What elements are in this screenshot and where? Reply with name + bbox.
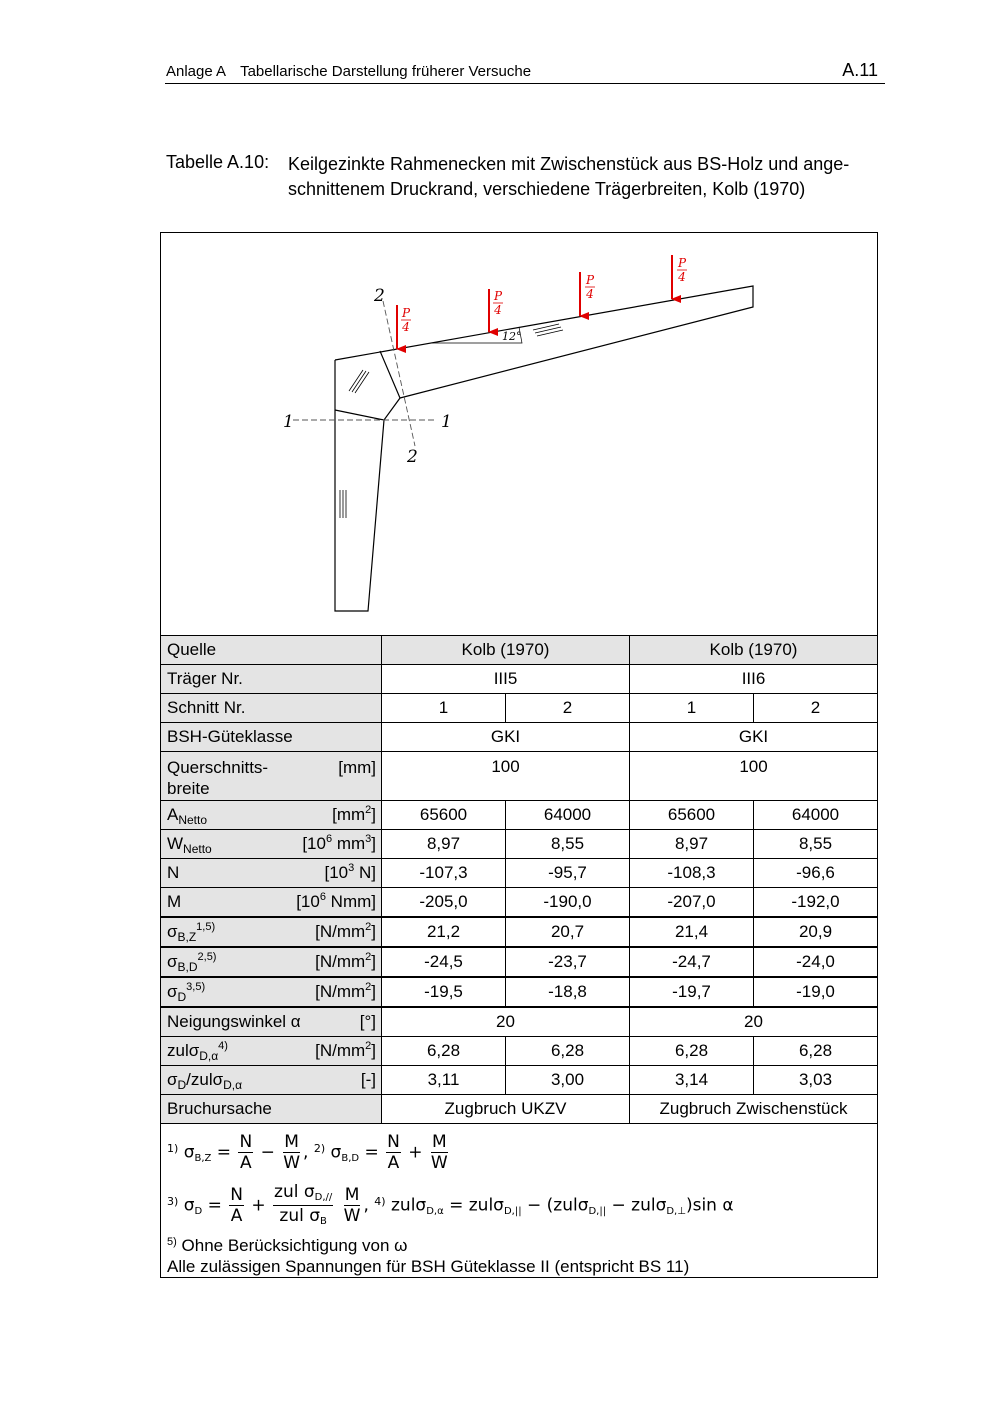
- footnote-number: 5): [167, 1236, 177, 1248]
- cell-ratio: 3,14: [630, 1066, 754, 1095]
- op: +: [251, 1195, 266, 1216]
- cell-schnitt: 2: [754, 694, 878, 723]
- row-m: [161, 888, 878, 918]
- footnote-number: 1): [167, 1141, 179, 1155]
- cell-sigma-d: -18,8: [506, 977, 630, 1007]
- op: =: [449, 1195, 464, 1216]
- footnote-last-line: Alle zulässigen Spannungen für BSH Güteklasse II (entspricht BS 11): [167, 1257, 690, 1276]
- fraction: [282, 1132, 301, 1173]
- row-ratio: [161, 1066, 878, 1095]
- sym: σ: [330, 1142, 342, 1163]
- label-m: [161, 888, 382, 918]
- sym-sub: B: [320, 1216, 327, 1227]
- qb-unit: [mm]: [338, 757, 376, 777]
- op: −: [526, 1195, 542, 1216]
- cell-quelle-2: Kolb (1970): [630, 636, 878, 665]
- den: W: [283, 1153, 301, 1173]
- cell-schnitt: 1: [630, 694, 754, 723]
- den: A: [230, 1206, 243, 1226]
- label-zul: [161, 1037, 382, 1066]
- row-quelle: [161, 636, 878, 665]
- cell-zul: 6,28: [382, 1037, 506, 1066]
- label-schnitt: Schnitt Nr.: [161, 694, 382, 723]
- num: M: [284, 1132, 299, 1152]
- unit: ]: [371, 952, 376, 971]
- den: A: [239, 1153, 252, 1173]
- cell-bruch-2: Zugbruch Zwischenstück: [630, 1095, 878, 1124]
- section-label-1-left: 1: [283, 412, 294, 432]
- cell-schnitt: 1: [382, 694, 506, 723]
- cell-guete-2: GKI: [630, 723, 878, 752]
- load-label-1-num: P: [401, 306, 411, 320]
- sym: σ: [167, 922, 178, 941]
- footnotes: [161, 1127, 877, 1277]
- cell-sigma-bd: -23,7: [506, 947, 630, 977]
- sym-sub: D,α: [199, 1049, 219, 1063]
- unit-sup: 2: [365, 1040, 372, 1052]
- cell-sigma-d: -19,5: [382, 977, 506, 1007]
- header-section: Anlage A: [166, 63, 227, 80]
- sym: zulσ: [391, 1195, 427, 1216]
- sym: σ: [309, 1206, 321, 1226]
- load-label-4-num: P: [677, 256, 687, 270]
- unit: N]: [354, 863, 376, 882]
- sym: A: [167, 805, 179, 824]
- table-caption-label: Tabelle A.10:: [166, 152, 270, 172]
- cell-guete-1: GKI: [382, 723, 630, 752]
- op: −: [260, 1142, 275, 1163]
- cell-anetto: 64000: [754, 801, 878, 830]
- cell-sigma-bd: -24,0: [754, 947, 878, 977]
- sym-sub: D,⊥: [666, 1205, 686, 1217]
- num: M: [431, 1132, 447, 1152]
- cell-n: -96,6: [754, 859, 878, 888]
- cell-schnitt: 2: [506, 694, 630, 723]
- fraction: [273, 1182, 333, 1229]
- sym: zulσ: [167, 1041, 200, 1060]
- unit-sup: 2: [365, 981, 372, 993]
- cell-bruch-1: Zugbruch UKZV: [382, 1095, 630, 1124]
- section-line-2: [383, 301, 415, 446]
- cell-qb-2: 100: [630, 752, 878, 801]
- sym: zulσ: [631, 1195, 667, 1216]
- sym: σ: [167, 952, 178, 971]
- label-guete: BSH-Güteklasse: [161, 723, 382, 752]
- fraction: [238, 1132, 253, 1173]
- unit: ]: [371, 805, 376, 824]
- row-traeger: [161, 665, 878, 694]
- op: =: [364, 1142, 379, 1163]
- formula-3: [167, 1182, 734, 1229]
- load-label-2-den: 4: [494, 303, 502, 317]
- load-label-2-num: P: [493, 289, 503, 303]
- num: zul: [274, 1182, 299, 1202]
- sym-sub: D,//: [314, 1192, 333, 1203]
- unit-sup: 3: [348, 862, 355, 874]
- sym-sub: D: [177, 1078, 187, 1092]
- unit: [10: [302, 834, 326, 853]
- cell-neigung-1: 20: [382, 1007, 630, 1037]
- cell-traeger-1: III5: [382, 665, 630, 694]
- unit: mm: [332, 834, 366, 853]
- neigung-text: Neigungswinkel α: [167, 1012, 301, 1031]
- sym-sub: D: [194, 1205, 203, 1217]
- qb-label-line1: Querschnitts-: [167, 757, 269, 777]
- unit: ]: [371, 982, 376, 1001]
- cell-n: -95,7: [506, 859, 630, 888]
- footnote-5-text: Ohne Berücksichtigung von ω: [181, 1236, 408, 1255]
- fraction: [229, 1185, 244, 1226]
- sym: W: [167, 834, 184, 853]
- cell-traeger-2: III6: [630, 665, 878, 694]
- results-table: [160, 635, 878, 1124]
- row-anetto: [161, 801, 878, 830]
- connector-piece: [335, 351, 400, 420]
- unit: [°]: [359, 1012, 376, 1031]
- sym-sup: 4): [218, 1040, 228, 1052]
- row-wnetto: [161, 830, 878, 859]
- cell-n: -107,3: [382, 859, 506, 888]
- unit: ]: [371, 922, 376, 941]
- num: N: [230, 1185, 243, 1205]
- label-sigma-bz: [161, 917, 382, 947]
- cell-m: -190,0: [506, 888, 630, 918]
- op: +: [408, 1142, 423, 1163]
- cell-ratio: 3,11: [382, 1066, 506, 1095]
- row-zul: [161, 1037, 878, 1066]
- load-label-3-den: 4: [586, 287, 594, 301]
- unit: ]: [371, 834, 376, 853]
- op: ,: [303, 1142, 309, 1163]
- angle-label: 12°: [502, 330, 522, 343]
- sym-sub: D: [177, 990, 187, 1004]
- sym-sup: 2,5): [197, 951, 217, 963]
- row-schnitt: [161, 694, 878, 723]
- label-sigma-d: [161, 977, 382, 1007]
- den: A: [387, 1153, 400, 1173]
- sym-sub: B,Z: [177, 930, 197, 944]
- unit-sup: 2: [365, 804, 372, 816]
- row-sigma-bd: [161, 947, 878, 977]
- fraction: [343, 1185, 362, 1226]
- op: −: [611, 1195, 626, 1216]
- sym: (zulσ: [546, 1195, 589, 1216]
- sym-sup: 3,5): [186, 981, 206, 993]
- label-wnetto: [161, 830, 382, 859]
- cell-sigma-d: -19,7: [630, 977, 754, 1007]
- row-sigma-d: [161, 977, 878, 1007]
- sym: σ: [183, 1195, 195, 1216]
- num: N: [387, 1132, 400, 1152]
- row-guete: [161, 723, 878, 752]
- cell-sigma-bd: -24,5: [382, 947, 506, 977]
- sym-sub: B,D: [177, 960, 198, 974]
- sym-sub: B,D: [341, 1152, 360, 1164]
- unit: [mm: [332, 805, 366, 824]
- unit-sup: 2: [365, 921, 372, 933]
- cell-m: -207,0: [630, 888, 754, 918]
- qb-label-line2: breite: [167, 778, 210, 798]
- cell-sigma-bz: 20,9: [754, 917, 878, 947]
- cell-sigma-bz: 21,2: [382, 917, 506, 947]
- den: W: [430, 1153, 448, 1173]
- table-caption-text: Keilgezinkte Rahmenecken mit Zwischenstück aus BS-Holz und angeschnittenem Druckrand, verschiedene Trägerbreiten, Kolb (1970): [288, 154, 850, 199]
- unit: [-]: [360, 1070, 376, 1089]
- sym: M: [167, 892, 182, 911]
- sym-sub: D,||: [588, 1205, 607, 1217]
- page-number: A.11: [842, 60, 878, 80]
- cell-zul: 6,28: [754, 1037, 878, 1066]
- label-neigung: [161, 1007, 382, 1037]
- header-rule: [165, 83, 885, 84]
- section-label-2-top: 2: [374, 286, 385, 306]
- cell-wnetto: 8,55: [506, 830, 630, 859]
- sym-sub: Netto: [178, 813, 208, 827]
- label-bruch: Bruchursache: [161, 1095, 382, 1124]
- op: =: [207, 1195, 222, 1216]
- cell-ratio: 3,00: [506, 1066, 630, 1095]
- cell-wnetto: 8,97: [630, 830, 754, 859]
- cell-anetto: 65600: [630, 801, 754, 830]
- num: M: [344, 1185, 360, 1205]
- section-label-1-right: 1: [441, 412, 452, 432]
- fraction: [430, 1132, 449, 1173]
- unit: [N/mm: [315, 922, 366, 941]
- row-bruch: [161, 1095, 878, 1124]
- row-sigma-bz: [161, 917, 878, 947]
- den: zul: [279, 1206, 304, 1226]
- sym: zulσ: [468, 1195, 504, 1216]
- load-label-1-den: 4: [402, 320, 410, 334]
- label-sigma-bd: [161, 947, 382, 977]
- cell-qb-1: 100: [382, 752, 630, 801]
- sym: σ: [183, 1142, 195, 1163]
- cell-sigma-bz: 21,4: [630, 917, 754, 947]
- unit: ]: [371, 1041, 376, 1060]
- cell-zul: 6,28: [630, 1037, 754, 1066]
- cell-m: -192,0: [754, 888, 878, 918]
- cell-anetto: 65600: [382, 801, 506, 830]
- unit-sup: 6: [325, 833, 333, 845]
- unit: [10: [324, 863, 349, 882]
- footnote-5: [167, 1236, 407, 1256]
- label-ratio: [161, 1066, 382, 1095]
- unit: [10: [296, 892, 320, 911]
- cell-n: -108,3: [630, 859, 754, 888]
- unit-sup: 3: [365, 833, 372, 845]
- op: =: [216, 1142, 232, 1163]
- sym-sup: 1,5): [196, 921, 216, 933]
- header-left: [166, 63, 531, 80]
- sym: σ: [167, 1070, 178, 1089]
- sym: N: [167, 863, 180, 882]
- cell-m: -205,0: [382, 888, 506, 918]
- sym-sub: D,α: [426, 1205, 444, 1217]
- sym-sub: B,Z: [194, 1152, 212, 1164]
- header-title: Tabellarische Darstellung früherer Versuche: [240, 63, 532, 80]
- num: N: [239, 1132, 253, 1152]
- unit-sup: 6: [319, 891, 326, 903]
- unit: [N/mm: [315, 982, 366, 1001]
- unit: [N/mm: [315, 952, 366, 971]
- sym: σ: [167, 982, 178, 1001]
- cell-wnetto: 8,55: [754, 830, 878, 859]
- section-label-2-bottom: 2: [407, 447, 418, 467]
- load-label-3-num: P: [585, 273, 595, 287]
- formula-1: [167, 1132, 451, 1173]
- label-anetto: [161, 801, 382, 830]
- sym: σ: [303, 1182, 315, 1202]
- column-outline: [335, 360, 384, 611]
- cell-sigma-bd: -24,7: [630, 947, 754, 977]
- row-neigung: [161, 1007, 878, 1037]
- label-n: [161, 859, 382, 888]
- unit: [N/mm: [315, 1041, 366, 1060]
- cell-neigung-2: 20: [630, 1007, 878, 1037]
- sym-sub: D,||: [503, 1205, 522, 1217]
- cell-quelle-1: Kolb (1970): [382, 636, 630, 665]
- fraction: [386, 1132, 401, 1173]
- footnote-number: 2): [313, 1141, 326, 1155]
- sym-sub: D,α: [223, 1078, 243, 1092]
- cell-sigma-d: -19,0: [754, 977, 878, 1007]
- unit-sup: 2: [365, 951, 372, 963]
- label-querschnittsbreite: [161, 752, 382, 801]
- load-label-4-den: 4: [678, 270, 686, 284]
- cell-sigma-bz: 20,7: [506, 917, 630, 947]
- frame-corner-figure: [161, 233, 877, 635]
- sym-sub: Netto: [183, 842, 212, 856]
- footnote-number: 3): [167, 1194, 179, 1208]
- row-n: [161, 859, 878, 888]
- sym: /zulσ: [186, 1070, 224, 1089]
- label-quelle: Quelle: [161, 636, 382, 665]
- row-querschnittsbreite: [161, 752, 878, 801]
- cell-anetto: 64000: [506, 801, 630, 830]
- cell-zul: 6,28: [506, 1037, 630, 1066]
- sym: )sin α: [685, 1195, 734, 1216]
- cell-ratio: 3,03: [754, 1066, 878, 1095]
- cell-wnetto: 8,97: [382, 830, 506, 859]
- footnote-number: 4): [374, 1194, 386, 1208]
- den: W: [343, 1206, 361, 1226]
- unit: Nmm]: [325, 892, 376, 911]
- label-traeger: Träger Nr.: [161, 665, 382, 694]
- op: ,: [363, 1195, 369, 1216]
